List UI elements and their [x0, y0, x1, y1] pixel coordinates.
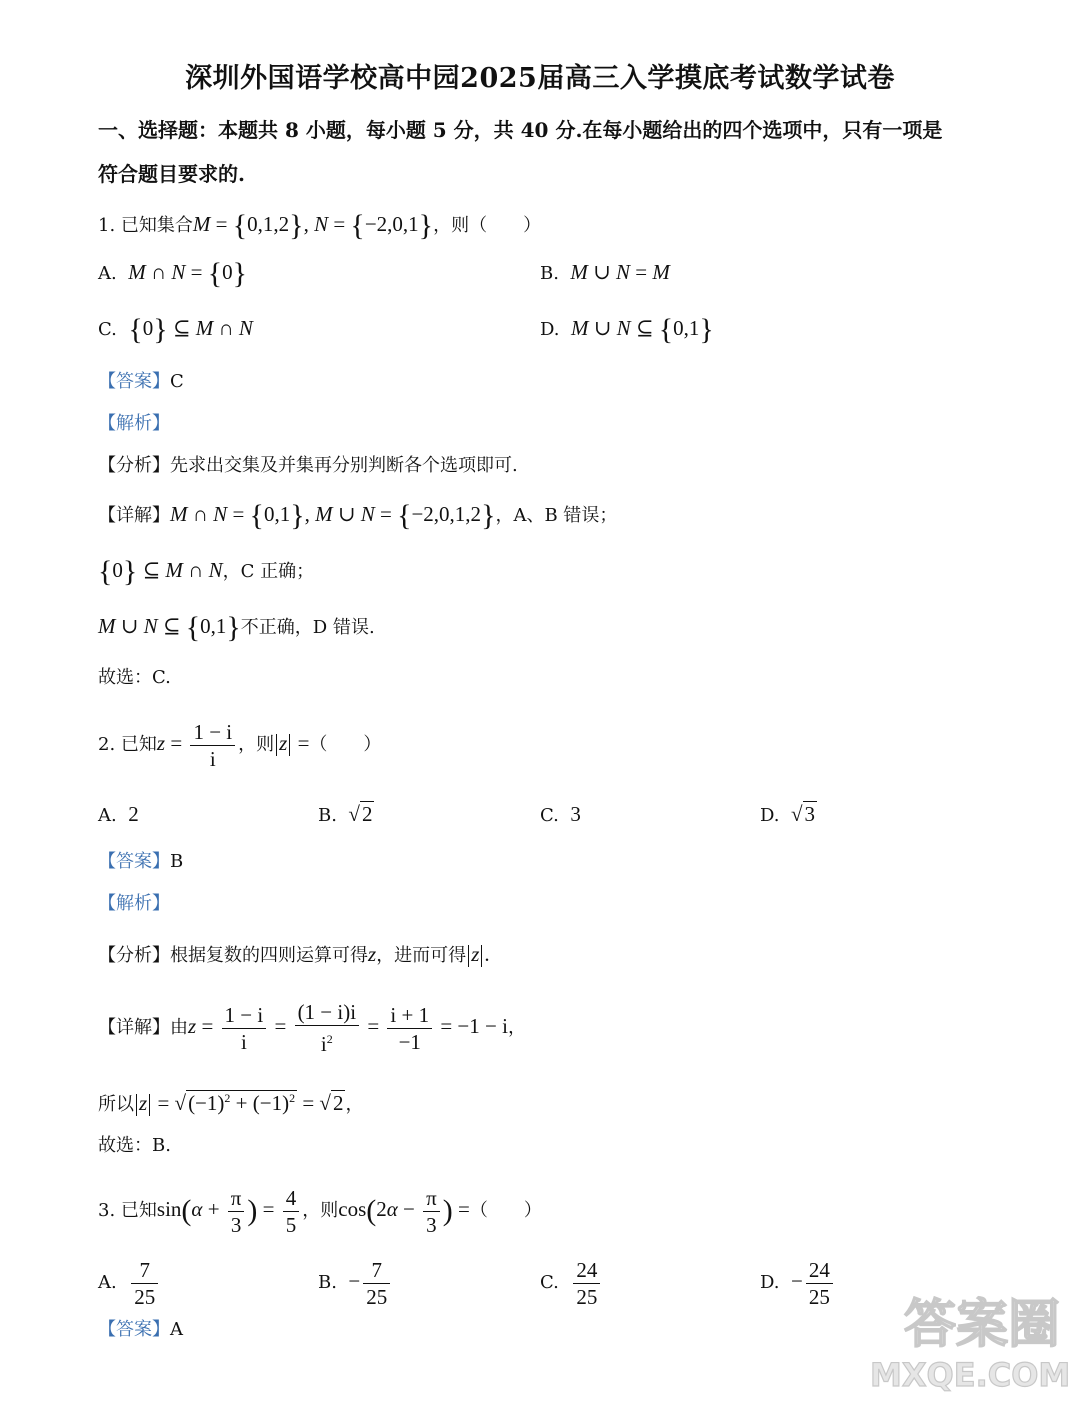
q1-option-c: C. {0} ⊆ M ∩ N	[98, 313, 253, 347]
q2-option-b: B. √2	[318, 802, 373, 826]
q1-detail-line2: {0} ⊆ M ∩ N，C 正确；	[98, 555, 315, 589]
option-label: D.	[760, 805, 780, 826]
q1-option-d: D. M ∪ N ⊆ {0,1}	[540, 313, 714, 347]
option-label: D.	[540, 319, 560, 340]
q1-choose	[98, 664, 171, 692]
q2-fenxi-prefix: 根据复数的四则运算可得	[170, 945, 368, 966]
section-heading-line2: 符合题目要求的.	[98, 162, 245, 186]
q2-fenxi-mid: ，进而可得	[376, 945, 467, 966]
fenxi-label: 【分析】	[98, 945, 170, 966]
detail-label: 【详解】	[98, 1016, 170, 1038]
q1-line2-suffix: ，C 正确；	[222, 561, 315, 582]
watermark-logo	[870, 1295, 1071, 1405]
q3-stem-prefix: 3. 已知	[98, 1200, 157, 1221]
option-label: A.	[98, 805, 117, 826]
q3-option-a: A. $\frac{7}{25}$	[98, 1256, 161, 1309]
option-label: C.	[98, 319, 117, 340]
q2-detail-prefix: 由	[170, 1016, 188, 1038]
q1-fenxi-text: 先求出交集及并集再分别判断各个选项即可.	[170, 455, 518, 476]
q2-answer-value: B	[170, 851, 184, 872]
q2-option-a-value: 2	[128, 802, 139, 826]
option-label: B.	[540, 263, 559, 284]
q1-analysis-label: 【解析】	[98, 413, 170, 434]
q1-line3-suffix: 不正确，D 错误.	[240, 617, 375, 638]
q2-analysis-label: 【解析】	[98, 893, 170, 914]
watermark-top-text: 答案圈	[903, 1295, 1060, 1355]
answer-label: 【答案】	[98, 1319, 170, 1340]
q1-stem-prefix: 1. 已知集合	[98, 215, 193, 236]
option-label: A.	[98, 1272, 117, 1293]
q1-choose-value: C.	[152, 667, 171, 688]
section-heading-line1: 一、选择题：本题共 8 小题，每小题 5 分，共 40 分.在每小题给出的四个选项中，只有一项是	[98, 118, 943, 142]
q1-fenxi	[98, 452, 518, 480]
option-label: B.	[318, 805, 337, 826]
q2-option-d: D. √3	[760, 802, 815, 826]
q2-stem: 2. 已知z = $\frac{1 - i}{i}$ ，则 z =（ ）	[98, 719, 382, 771]
answer-label: 【答案】	[98, 371, 170, 392]
fenxi-label: 【分析】	[98, 455, 170, 476]
choose-label: 故选：	[98, 1135, 152, 1156]
q2-choose	[98, 1132, 171, 1160]
answer-label: 【答案】	[98, 851, 170, 872]
q3-stem: 3. 已知sin(α + $\frac{\pi}{3}$ ) = $\frac{4}{5}$ ，则cos(2α − $\frac{\pi}{3}$ ) =（ ）	[98, 1185, 542, 1237]
q2-answer	[98, 848, 183, 876]
q1-answer-value: C	[170, 371, 184, 392]
q2-detail: 【详解】由z = $\frac{1 - i}{i}$ = $\frac{(1 - i)i}{i^2}$ = $\frac{i + 1}{-1}$ = −1 − i，	[98, 1000, 526, 1056]
q2-option-b-value: 2	[361, 802, 373, 826]
detail-label: 【详解】	[98, 505, 170, 526]
q2-choose-value: B.	[152, 1135, 171, 1156]
q2-option-d-value: 3	[804, 802, 815, 826]
option-label: B.	[318, 1272, 337, 1293]
q1-answer	[98, 368, 184, 396]
q2-fenxi: 【分析】根据复数的四则运算可得z，进而可得 z .	[98, 942, 490, 966]
q1-detail-suffix: ，A、B 错误；	[495, 505, 618, 526]
q1-detail-line3: M ∪ N ⊆ {0,1}不正确，D 错误.	[98, 611, 375, 645]
q1-stem-suffix: ，则（ ）	[433, 215, 542, 236]
q3-option-b: B. − $\frac{7}{25}$	[318, 1256, 393, 1309]
choose-label: 故选：	[98, 667, 152, 688]
watermark-bottom-text: MXQE.COM	[870, 1356, 1071, 1394]
q2-option-c	[540, 800, 581, 830]
q3-option-c: C. $\frac{24}{25}$	[540, 1256, 603, 1309]
option-label: C.	[540, 805, 559, 826]
q1-option-a: A. M ∩ N = {0}	[98, 257, 248, 291]
q1-detail: 【详解】M ∩ N = {0,1}, M ∪ N = {−2,0,1,2}，A、B 错误；	[98, 499, 618, 533]
q2-stem-prefix: 2. 已知	[98, 734, 157, 755]
q2-line2-prefix: 所以	[98, 1094, 134, 1115]
option-label: D.	[760, 1272, 780, 1293]
q3-stem-suffix: （ ）	[469, 1200, 542, 1221]
q2-stem-suffix: （ ）	[309, 734, 382, 755]
q2-detail-line2: 所以 $z = √(-1)^2 + (-1)^2 = √2$ ，	[98, 1091, 364, 1115]
q2-stem-mid: ，则	[238, 734, 275, 755]
q3-answer	[98, 1316, 183, 1344]
q3-option-d: D. − $\frac{24}{25}$	[760, 1256, 836, 1309]
q2-option-c-value: 3	[570, 802, 581, 826]
q1-stem	[98, 210, 541, 241]
option-label: A.	[98, 263, 117, 284]
q3-stem-mid: ，则	[302, 1200, 339, 1221]
q3-answer-value: A	[170, 1319, 183, 1340]
q2-z-formula: z = $\frac{1 - i}{i}$	[157, 731, 238, 755]
q2-option-a	[98, 800, 139, 830]
option-label: C.	[540, 1272, 559, 1293]
q1-option-b: B. M ∪ N = M	[540, 260, 670, 284]
q1-sets-formula: M = {0,1,2}, N = {−2,0,1}	[192, 209, 434, 243]
page-title: 深圳外国语学校高中园2025届高三入学摸底考试数学试卷	[185, 63, 895, 94]
